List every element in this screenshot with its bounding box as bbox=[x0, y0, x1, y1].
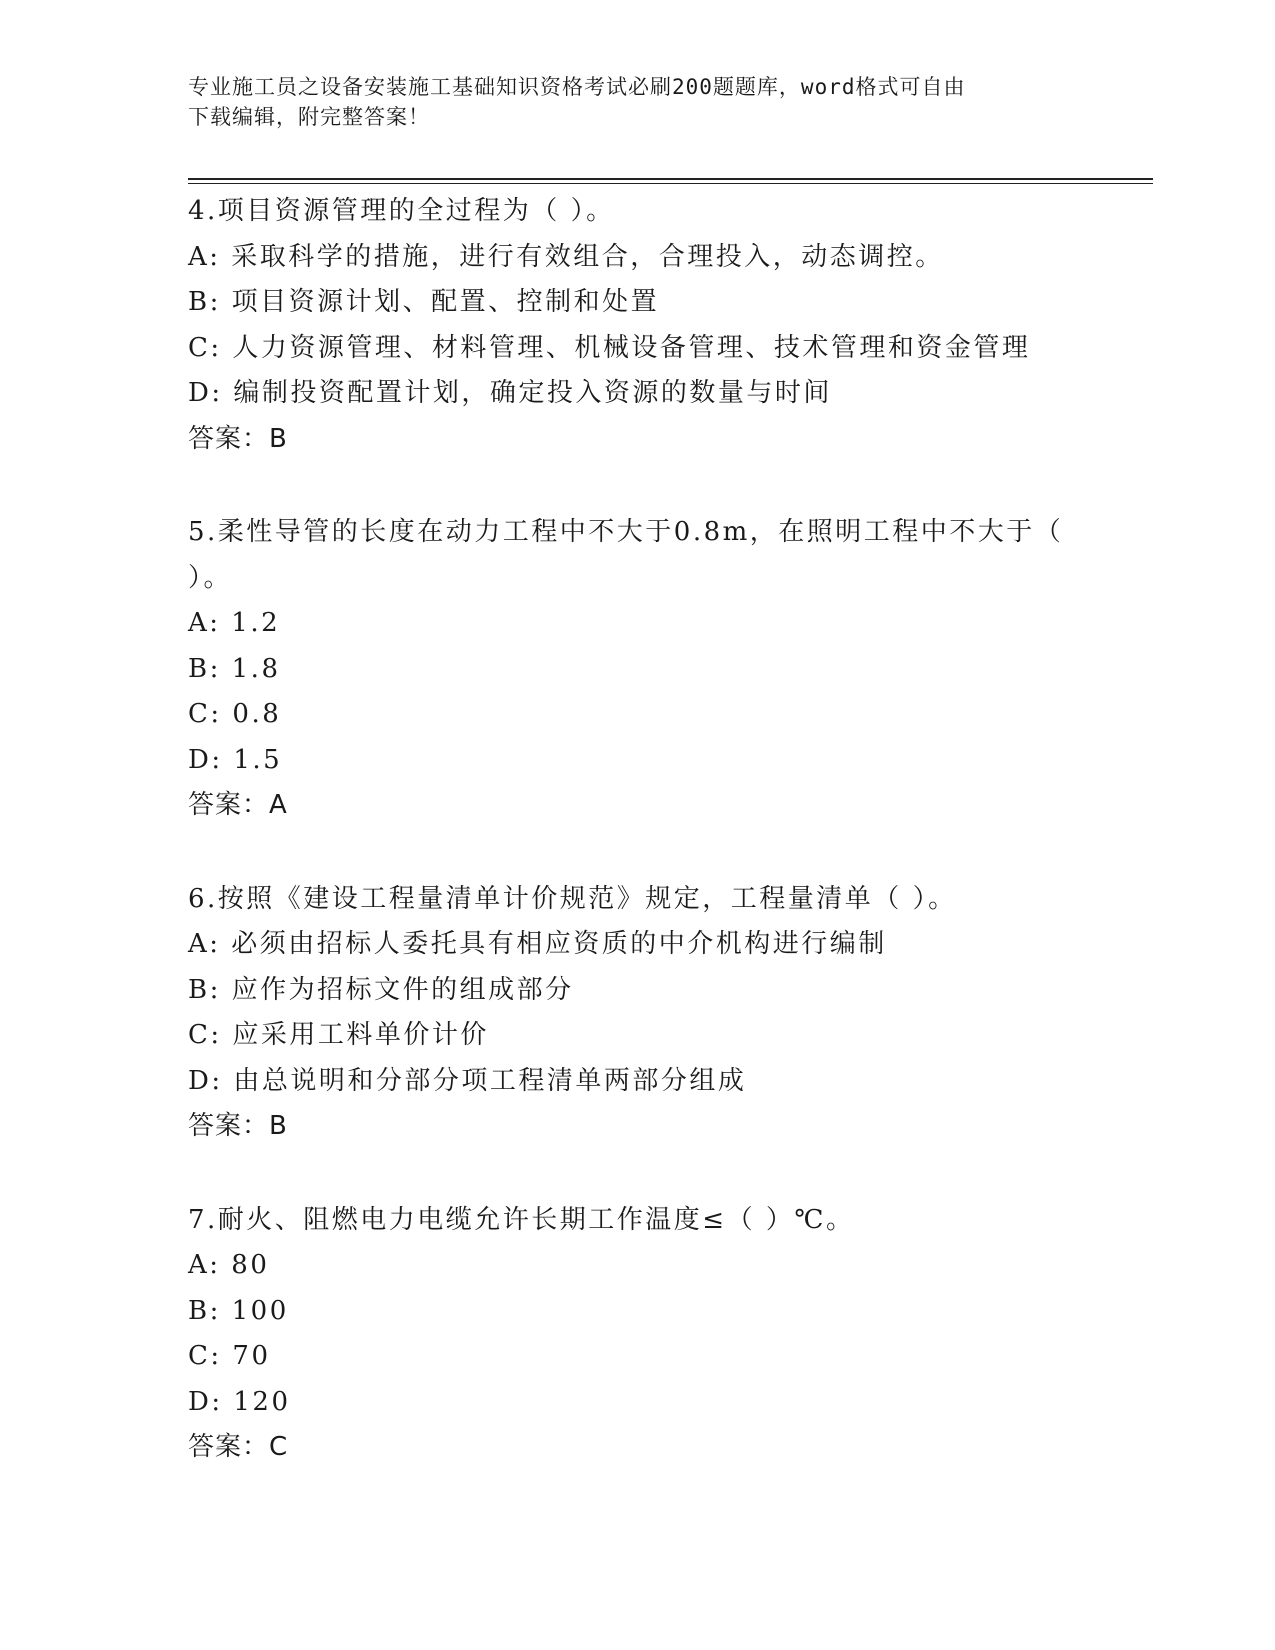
question-7 bbox=[188, 1198, 1088, 1471]
answer: 答案：A bbox=[188, 790, 288, 820]
option-b: B: 应作为招标文件的组成部分 bbox=[188, 974, 574, 1005]
answer: 答案：B bbox=[188, 423, 288, 454]
answer: 答案：C bbox=[188, 1432, 289, 1462]
option-a: A: 80 bbox=[188, 1250, 270, 1280]
option-b: B: 100 bbox=[188, 1295, 289, 1326]
option-d: D: 1.5 bbox=[188, 744, 283, 775]
option-c: C: 0.8 bbox=[188, 699, 282, 729]
option-d: D: 编制投资配置计划，确定投入资源的数量与时间 bbox=[188, 378, 832, 408]
answer: 答案：B bbox=[188, 1111, 288, 1141]
question-stem: 5.柔性导管的长度在动力工程中不大于0.8m，在照明工程中不大于（ bbox=[188, 517, 1064, 547]
question-stem: 4.项目资源管理的全过程为（ ）。 bbox=[188, 196, 615, 226]
option-a: A: 1.2 bbox=[188, 608, 281, 638]
question-stem-continuation: ）。 bbox=[188, 562, 233, 593]
option-c: C: 70 bbox=[188, 1341, 271, 1371]
option-d: D: 120 bbox=[188, 1386, 291, 1417]
header-line-1: 专业施工员之设备安装施工基础知识资格考试必刷200题题库，word格式可自由 bbox=[188, 75, 966, 99]
question-list bbox=[188, 189, 1088, 1519]
document-header bbox=[188, 72, 1088, 132]
option-c: C: 人力资源管理、材料管理、机械设备管理、技术管理和资金管理 bbox=[188, 332, 1031, 363]
option-c: C: 应采用工料单价计价 bbox=[188, 1020, 489, 1050]
option-a: A: 必须由招标人委托具有相应资质的中介机构进行编制 bbox=[188, 929, 887, 959]
header-line-2: 下载编辑，附完整答案！ bbox=[188, 105, 430, 129]
question-6 bbox=[188, 877, 1088, 1150]
header-divider-thick bbox=[188, 178, 1153, 180]
question-4 bbox=[188, 189, 1088, 462]
option-b: B: 1.8 bbox=[188, 653, 281, 684]
question-stem: 6.按照《建设工程量清单计价规范》规定，工程量清单（ ）。 bbox=[188, 883, 957, 914]
question-stem: 7.耐火、阻燃电力电缆允许长期工作温度≤（ ）℃。 bbox=[188, 1204, 855, 1235]
option-d: D: 由总说明和分部分项工程清单两部分组成 bbox=[188, 1065, 747, 1096]
option-a: A: 采取科学的措施，进行有效组合，合理投入，动态调控。 bbox=[188, 241, 944, 272]
question-5 bbox=[188, 510, 1088, 829]
header-divider-thin bbox=[188, 183, 1153, 184]
option-b: B: 项目资源计划、配置、控制和处置 bbox=[188, 287, 660, 317]
